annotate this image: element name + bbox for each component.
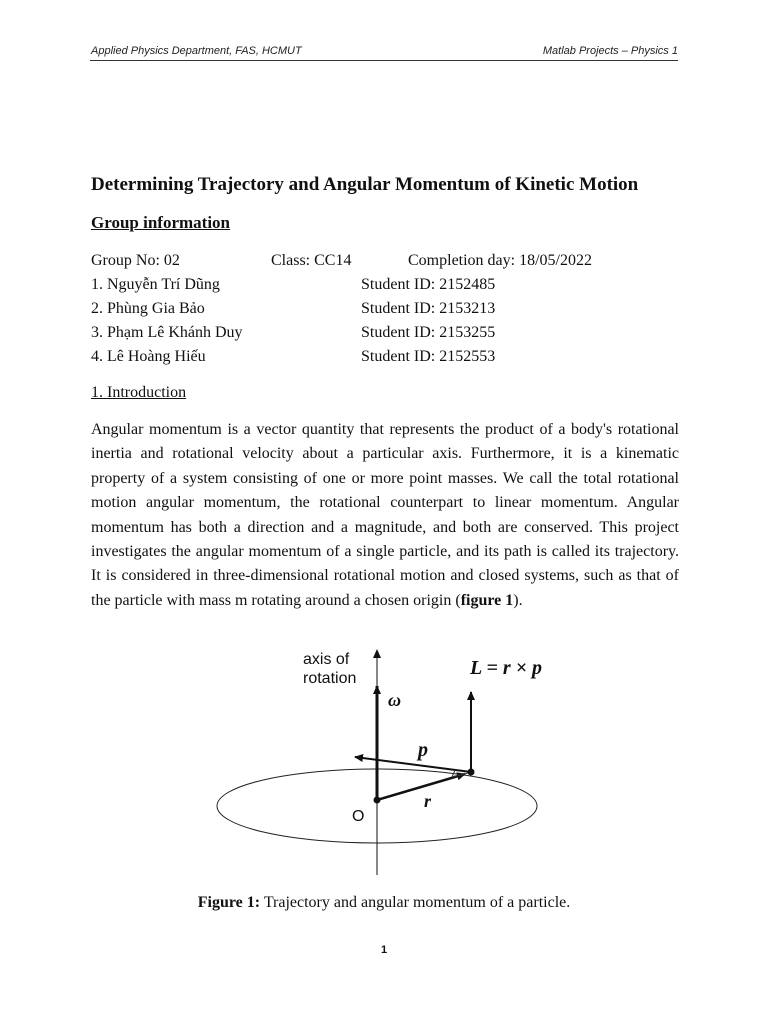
member-name: 2. Phùng Gia Bảo <box>91 300 205 317</box>
member-id: Student ID: 2152485 <box>361 276 496 293</box>
member-id: Student ID: 2153255 <box>361 324 496 341</box>
figure-caption: Figure 1: Trajectory and angular momentum of a particle. <box>197 894 571 911</box>
member-id: Student ID: 2152553 <box>361 348 496 365</box>
angular-momentum-figure <box>210 640 570 880</box>
axis-label-line-1: axis of <box>303 651 350 668</box>
r-label: r <box>424 791 432 811</box>
header-rule <box>90 60 678 61</box>
particle-point <box>468 769 475 776</box>
group-info-heading: Group information <box>91 213 231 232</box>
p-label: p <box>418 739 428 761</box>
origin-point <box>374 797 381 804</box>
member-name: 3. Phạm Lê Khánh Duy <box>91 324 243 341</box>
group-number: Group No: 02 <box>91 252 180 269</box>
document-title: Determining Trajectory and Angular Momentum of Kinetic Motion <box>91 174 639 195</box>
member-name: 1. Nguyễn Trí Dũng <box>91 276 220 293</box>
omega-label: ω <box>388 690 402 710</box>
completion-day: Completion day: 18/05/2022 <box>408 252 592 269</box>
axis-label-line-2: rotation <box>303 670 357 687</box>
introduction-heading: 1. Introduction <box>91 384 187 401</box>
class-label: Class: CC14 <box>271 252 352 269</box>
page-number: 1 <box>380 944 388 956</box>
figure-reference: figure 1 <box>460 591 514 609</box>
introduction-paragraph: Angular momentum is a vector quantity that represents the product of a body's rotational inertia and rotational velocity about a particular axis. Furthermore, it is a kinematic property of a system consisting of one or more point masses. We call the total rotational motion angular momentum, the rotational counterpart to linear momentum. Angular momentum has both a direction and a magnitude, and both are conserved. This project investigates the angular momentum of a single particle, and its path is called its trajectory. It is considered in three-dimensional rotational motion and closed systems, such as that of the particle with mass m rotating around a chosen origin (figure 1). <box>91 421 679 609</box>
origin-label: O <box>352 808 365 825</box>
angular-momentum-formula: L = r × p <box>470 657 543 679</box>
header-right: Matlab Projects – Physics 1 <box>542 45 678 57</box>
header-left: Applied Physics Department, FAS, HCMUT <box>91 45 302 57</box>
member-id: Student ID: 2153213 <box>361 300 496 317</box>
figure-caption-label: Figure 1: <box>197 894 261 911</box>
member-name: 4. Lê Hoàng Hiếu <box>91 348 206 365</box>
r-vector <box>377 774 465 800</box>
